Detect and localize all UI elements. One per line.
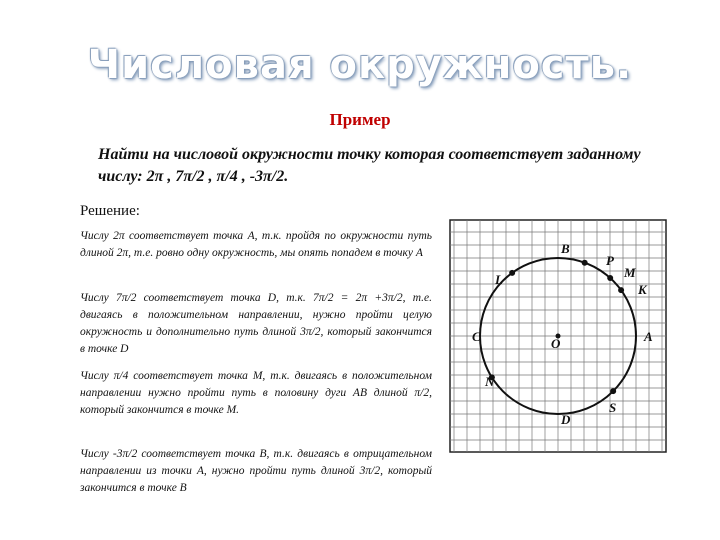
example-heading: Пример xyxy=(329,110,391,129)
label-M: M xyxy=(624,265,636,280)
task-statement: Найти на числовой окружности точку которая соответствует заданному числу: 2π , 7π/2 , π/4 , -3π/2. xyxy=(98,146,641,185)
label-N: N xyxy=(485,374,495,389)
label-O: O xyxy=(551,336,561,351)
label-B: B xyxy=(561,241,570,256)
solution-label: Решение: xyxy=(80,203,140,219)
point-L xyxy=(509,270,515,276)
label-P: P xyxy=(606,253,614,268)
label-D: D xyxy=(561,412,571,427)
label-K: K xyxy=(638,282,647,297)
point-K xyxy=(618,287,624,293)
point-M xyxy=(607,275,613,281)
point-S xyxy=(610,388,616,394)
solution-paragraph-7pi-2: Числу 7π/2 соответствует точка D, т.к. 7π/2 = 2π +3π/2, т.е. двигаясь в положительном направлении, нужно пройти целую окружность и дополнительно путь длиной 3π/2, который закончится в точке D xyxy=(80,292,432,355)
solution-paragraph-neg-3pi-2: Числу -3π/2 соответствует точка B, т.к. двигаясь в отрицательном направлении из точки A, нужно пройти путь длиной 3π/2, который закончится в точке B xyxy=(80,448,432,494)
label-C: C xyxy=(472,329,481,344)
unit-circle-figure xyxy=(448,218,668,454)
label-S: S xyxy=(609,400,617,415)
page-title: Числовая окружность. xyxy=(87,42,633,88)
solution-paragraph-pi-4: Числу π/4 соответствует точка M, т.к. двигаясь в положительном направлении нужно пройти путь в половину дуги AB длиной π/2, который закончится в точке M. xyxy=(80,370,432,416)
label-L: L xyxy=(495,272,503,287)
solution-paragraph-2pi: Числу 2π соответствует точка A, т.к. пройдя по окружности путь длиной 2π, т.е. ровно одну окружность, мы опять попадем в точку A xyxy=(80,230,432,259)
label-A: A xyxy=(644,329,653,344)
point-P xyxy=(582,260,588,266)
